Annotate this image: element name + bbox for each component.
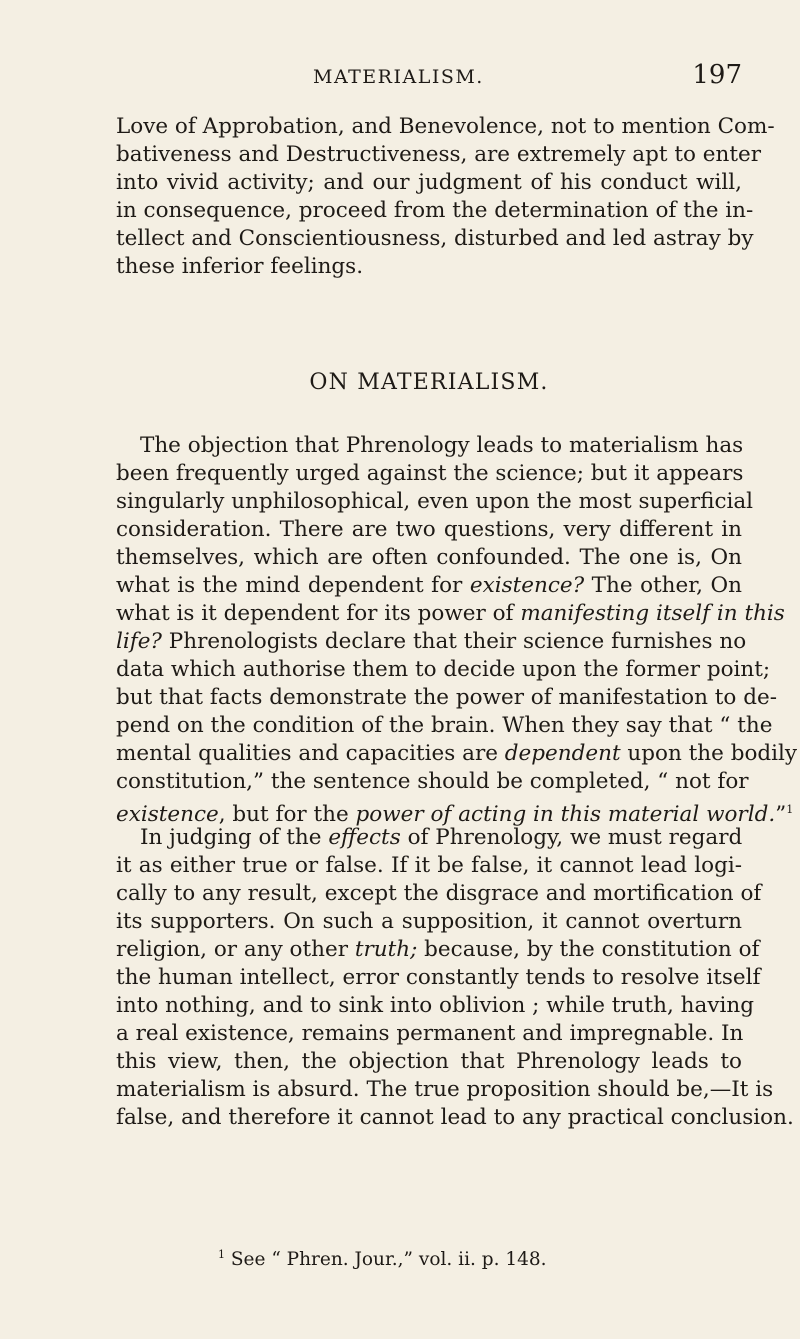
footnote-text: See “ Phren. Jour.,” vol. ii. p. 148.	[225, 1249, 547, 1271]
text-line: the human intellect, error constantly tends to resolve itself	[116, 965, 761, 990]
text-line: existence, but for the power of acting in this material world.”$^1$	[116, 802, 794, 828]
text-line: In judging of the effects of Phrenology, we must regard	[140, 825, 743, 850]
footnote-reference: 1	[786, 803, 794, 816]
text-line: religion, or any other truth; because, by the constitution of	[116, 937, 760, 962]
text-line: but that facts demonstrate the power of manifestation to de-	[116, 685, 777, 710]
text-line: mental qualities and capacities are dependent upon the bodily	[116, 741, 798, 766]
text-line: its supporters. On such a supposition, it cannot overturn	[116, 909, 742, 934]
text-line: these inferior feelings.	[116, 254, 364, 279]
text-line: what is it dependent for its power of manifesting itself in this	[116, 601, 785, 626]
text-line: been frequently urged against the science; but it appears	[116, 461, 744, 486]
text-line: constitution,” the sentence should be completed, “ not for	[116, 769, 749, 794]
text-line: this view, then, the objection that Phrenology leads to	[116, 1049, 742, 1074]
text-line: false, and therefore it cannot lead to any practical conclusion.	[116, 1105, 794, 1130]
text-line: what is the mind dependent for existence? The other, On	[116, 573, 742, 598]
text-line: The objection that Phrenology leads to materialism has	[140, 433, 744, 458]
text-line: materialism is absurd. The true proposition should be,—It is	[116, 1077, 774, 1102]
text-line: tellect and Conscientiousness, disturbed and led astray by	[116, 226, 754, 251]
text-line: themselves, which are often confounded. The one is, On	[116, 545, 742, 570]
text-line: singularly unphilosophical, even upon the most superficial	[116, 489, 754, 514]
text-line: pend on the condition of the brain. When they say that “ the	[116, 713, 773, 738]
text-line: life? Phrenologists declare that their science furnishes no	[116, 629, 747, 654]
footnote	[218, 1248, 547, 1270]
text-line: in consequence, proceed from the determination of the in-	[116, 198, 754, 223]
running-head: MATERIALISM.	[313, 66, 484, 88]
text-line: into nothing, and to sink into oblivion ; while truth, having	[116, 993, 754, 1018]
text-line: bativeness and Destructiveness, are extremely apt to enter	[116, 142, 761, 167]
page-header	[116, 60, 742, 100]
text-line: a real existence, remains permanent and impregnable. In	[116, 1021, 744, 1046]
text-line: consideration. There are two questions, very different in	[116, 517, 742, 542]
text-line: Love of Approbation, and Benevolence, not to mention Com-	[116, 114, 775, 139]
page-number: 197	[692, 60, 742, 90]
footnote-marker: 1	[218, 1248, 225, 1261]
text-line: cally to any result, except the disgrace and mortification of	[116, 881, 762, 906]
section-heading: ON MATERIALISM.	[309, 370, 549, 395]
text-line: into vivid activity; and our judgment of his conduct will,	[116, 170, 742, 195]
text-line: data which authorise them to decide upon the former point;	[116, 657, 771, 682]
text-line: it as either true or false. If it be false, it cannot lead logi-	[116, 853, 742, 878]
